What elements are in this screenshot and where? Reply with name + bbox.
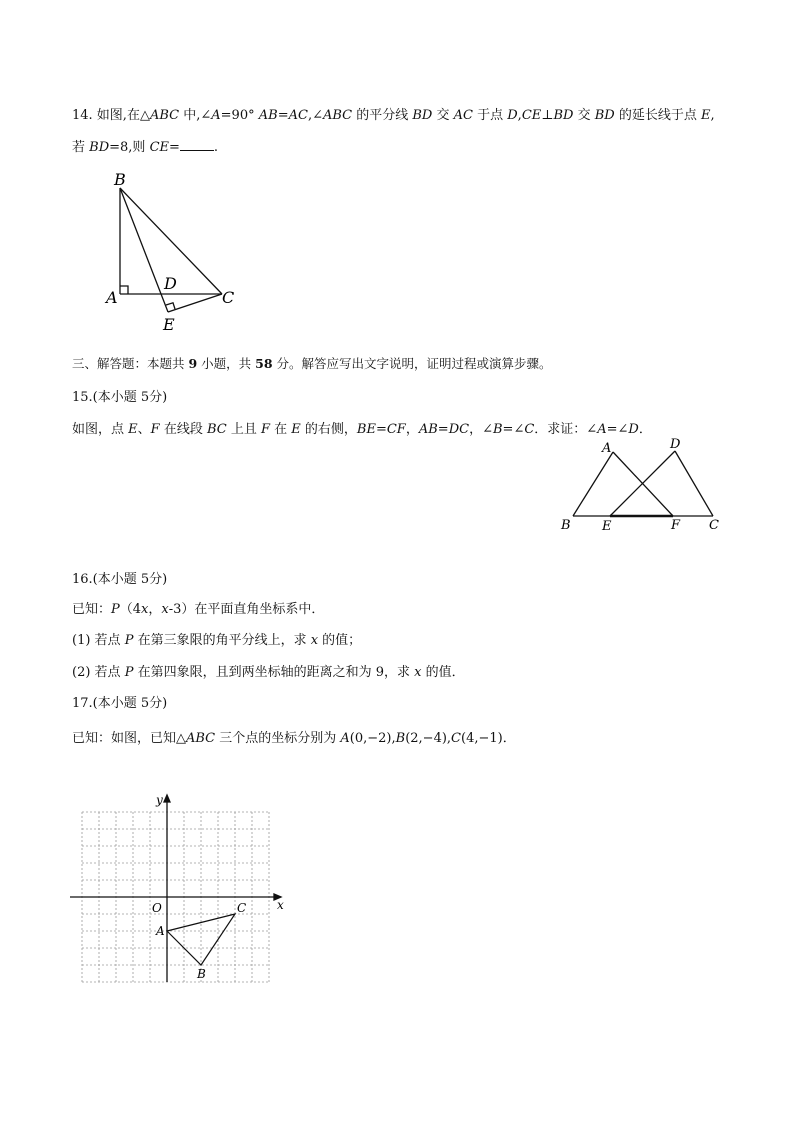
q16-text: 已知： bbox=[72, 602, 112, 617]
q14-text: AC bbox=[453, 108, 473, 123]
q14-line2 bbox=[72, 136, 218, 155]
segment-ed bbox=[610, 451, 675, 516]
q15-text: F bbox=[150, 422, 160, 437]
q14-text: CE bbox=[521, 108, 542, 123]
q15-text: BE bbox=[356, 422, 376, 437]
q16-text: -3）在平面直角坐标系中． bbox=[168, 602, 325, 617]
q15-text: 如图，点 bbox=[72, 422, 129, 437]
label-e: E bbox=[602, 519, 612, 534]
q15-text: = bbox=[375, 422, 387, 437]
q15-text: AB bbox=[418, 422, 438, 437]
label-a: A bbox=[156, 924, 165, 938]
q14-text: BD bbox=[412, 108, 433, 123]
q16-part2 bbox=[72, 661, 465, 680]
q14-line1 bbox=[72, 104, 715, 123]
q15-text: D bbox=[628, 422, 639, 437]
q15-title: 15.(本小题 5分) bbox=[72, 390, 168, 405]
q14-text: , bbox=[710, 108, 715, 123]
q17-title: 17.(本小题 5分) bbox=[72, 696, 168, 711]
q17-text: A bbox=[340, 731, 350, 746]
label-e: E bbox=[163, 315, 175, 334]
q16-text: ， bbox=[148, 602, 162, 617]
q16-text: P bbox=[124, 665, 134, 680]
q16-text: x bbox=[161, 602, 169, 617]
q17-text: 三个点的坐标分别为 bbox=[215, 731, 341, 746]
q14-text: 中,∠ bbox=[179, 108, 212, 123]
q16-text: x bbox=[414, 665, 422, 680]
q16-text: x bbox=[310, 633, 319, 648]
q14-text: AC bbox=[288, 108, 308, 123]
label-c: C bbox=[222, 288, 235, 307]
q15-text: DC bbox=[448, 422, 470, 437]
q16-part1 bbox=[72, 629, 361, 648]
q16-text: 的值； bbox=[318, 633, 362, 648]
label-origin: O bbox=[152, 901, 162, 915]
y-axis-arrow bbox=[164, 795, 170, 802]
q17-text: 已知：如图，已知△ bbox=[72, 731, 186, 746]
q14-text: 交 bbox=[573, 108, 595, 123]
q15-text: BC bbox=[206, 422, 227, 437]
q15-text: B bbox=[492, 422, 503, 437]
q14-text: E bbox=[700, 108, 711, 123]
label-b: B bbox=[197, 967, 206, 981]
q14-text: AB bbox=[258, 108, 278, 123]
label-d: D bbox=[164, 274, 177, 293]
q14-text: = bbox=[277, 108, 289, 123]
section-3-text: 分。解答应写出文字说明，证明过程或演算步骤。 bbox=[272, 356, 552, 371]
label-a: A bbox=[602, 441, 612, 456]
q14-text: BD bbox=[89, 140, 110, 155]
q15-text: ．求证：∠ bbox=[534, 422, 598, 437]
section-3-text: 小题，共 bbox=[197, 356, 256, 371]
segment-ba bbox=[573, 452, 613, 516]
label-y-axis: y bbox=[156, 793, 163, 807]
q14-text: D bbox=[507, 108, 518, 123]
q15-text: 、 bbox=[137, 422, 151, 437]
q16-title: 16.(本小题 5分) bbox=[72, 572, 168, 587]
label-f: F bbox=[671, 518, 681, 533]
q14-text: ABC bbox=[322, 108, 353, 123]
q14-text: BD bbox=[594, 108, 615, 123]
q14-text: A bbox=[211, 108, 221, 123]
label-x-axis: x bbox=[277, 898, 284, 912]
q16-text: P bbox=[124, 633, 134, 648]
q15-text: ． bbox=[638, 422, 652, 437]
label-a: A bbox=[106, 288, 118, 307]
triangle-symbol: △ bbox=[139, 108, 150, 123]
q17-text bbox=[72, 727, 516, 746]
q15-text: ， bbox=[405, 422, 419, 437]
q14-figure bbox=[100, 168, 250, 338]
q15-text: 的右侧， bbox=[300, 422, 357, 437]
section-3-count: 9 bbox=[188, 356, 198, 371]
q14-text: 的延长线于点 bbox=[614, 108, 701, 123]
q14-text: 的平分线 bbox=[352, 108, 413, 123]
segment-dc bbox=[675, 451, 713, 516]
segment-ce bbox=[168, 294, 222, 312]
q14-text: 于点 bbox=[472, 108, 508, 123]
q15-text: E bbox=[128, 422, 138, 437]
q17-text: ABC bbox=[186, 731, 216, 746]
q17-text: B bbox=[395, 731, 406, 746]
section-3-header bbox=[72, 354, 552, 372]
q16-text: (1) 若点 bbox=[72, 633, 125, 648]
label-d: D bbox=[670, 437, 681, 452]
q16-text: x bbox=[141, 602, 149, 617]
label-c: C bbox=[709, 518, 719, 533]
q14-text: 14. 如图,在 bbox=[72, 108, 140, 123]
q15-text: E bbox=[291, 422, 301, 437]
q17-text: C bbox=[451, 731, 461, 746]
right-angle-a bbox=[120, 286, 128, 294]
q14-text: = bbox=[169, 140, 180, 155]
q16-text: （4 bbox=[119, 602, 142, 617]
q14-text: 若 bbox=[72, 140, 90, 155]
q17-text: (0,−2), bbox=[349, 731, 396, 746]
q17-text: (4,−1) bbox=[461, 731, 503, 746]
label-c: C bbox=[237, 901, 247, 915]
section-3-text: 三、解答题：本题共 bbox=[72, 356, 189, 371]
q16-text: P bbox=[111, 602, 120, 617]
q15-text: =∠ bbox=[606, 422, 629, 437]
section-3-points: 58 bbox=[255, 356, 273, 371]
q16-text: 的值． bbox=[421, 665, 465, 680]
q17-text: ． bbox=[502, 731, 516, 746]
right-angle-e bbox=[166, 303, 175, 309]
q14-text: =8,则 bbox=[109, 140, 150, 155]
q15-text: C bbox=[524, 422, 535, 437]
q14-text: ,∠ bbox=[307, 108, 323, 123]
q15-text: ，∠ bbox=[469, 422, 493, 437]
q14-text: =90° bbox=[220, 108, 255, 123]
q14-text: CE bbox=[149, 140, 169, 155]
q15-text: 在 bbox=[270, 422, 292, 437]
q15-text: =∠ bbox=[502, 422, 525, 437]
q17-coordinate-grid bbox=[70, 790, 284, 995]
q15-text: CF bbox=[386, 422, 406, 437]
q16-given bbox=[72, 598, 324, 617]
q14-text: . bbox=[213, 140, 219, 155]
q15-text: 在线段 bbox=[159, 422, 207, 437]
q15-figure bbox=[558, 434, 728, 539]
q16-text: 在第四象限，且到两坐标轴的距离之和为 9，求 bbox=[133, 665, 415, 680]
q14-text: 交 bbox=[432, 108, 454, 123]
q17-text: (2,−4), bbox=[405, 731, 452, 746]
q15-text: A bbox=[597, 422, 607, 437]
q14-text: BD bbox=[553, 108, 574, 123]
q14-text: , bbox=[517, 108, 522, 123]
answer-blank[interactable] bbox=[180, 139, 214, 151]
q14-text: ABC bbox=[149, 108, 180, 123]
q16-text: 在第三象限的角平分线上，求 bbox=[133, 633, 311, 648]
q15-text: F bbox=[260, 422, 270, 437]
q16-text: (2) 若点 bbox=[72, 665, 125, 680]
label-b: B bbox=[114, 170, 126, 189]
q14-text: ⊥ bbox=[541, 108, 554, 123]
q15-text: 上且 bbox=[226, 422, 261, 437]
label-b: B bbox=[561, 518, 571, 533]
q15-text: = bbox=[437, 422, 449, 437]
